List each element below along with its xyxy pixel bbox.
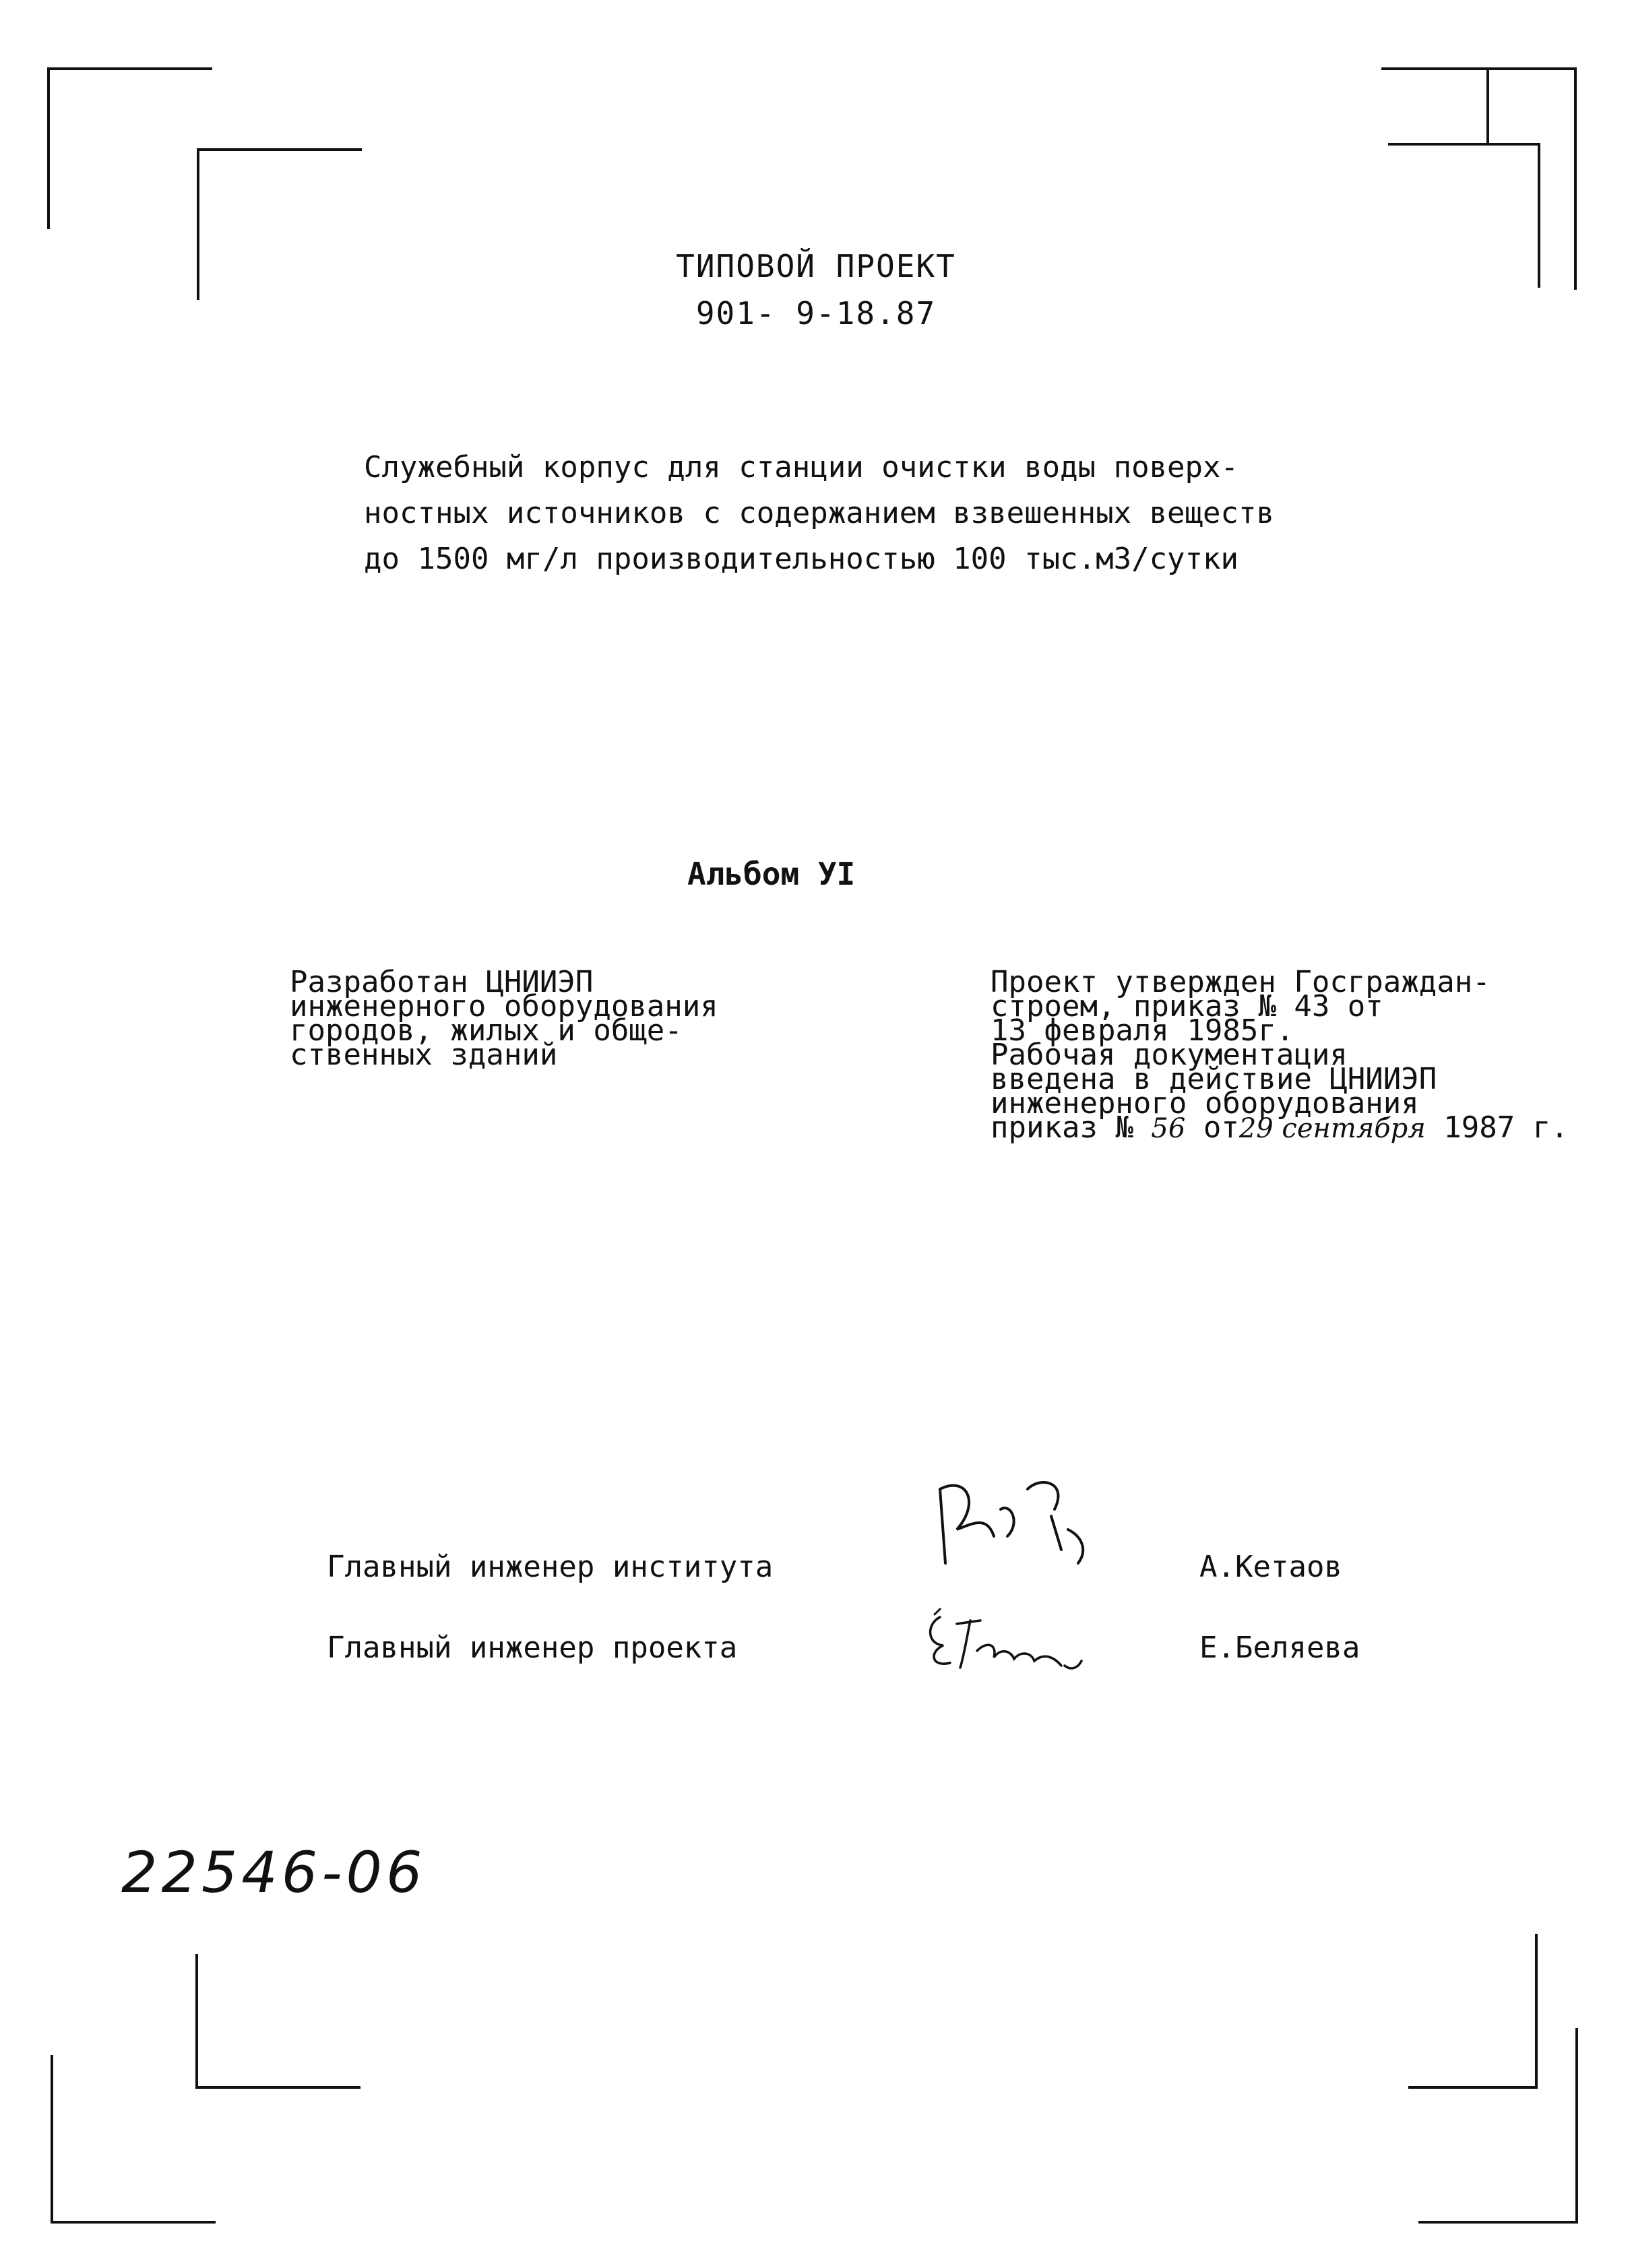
- description-line: Служебный корпус для станции очистки воды поверх-: [364, 450, 1239, 484]
- order-from-label: от: [1203, 1110, 1239, 1145]
- project-code: 901- 9-18.87: [695, 295, 937, 332]
- signer-name: А.Кетаов: [1199, 1550, 1342, 1584]
- signature-scribble-belyaeva: [920, 1604, 1108, 1678]
- approval-line: Проект утвержден Госграждан-: [991, 965, 1490, 999]
- corner-mark-top-left-outer-h: [47, 67, 212, 70]
- order-number-handwritten: 56: [1151, 1113, 1186, 1144]
- corner-mark-top-right-box-v: [1486, 67, 1489, 145]
- developer-block: [290, 965, 842, 1072]
- corner-mark-top-right-outer-h: [1381, 67, 1577, 70]
- album-label: Альбом УI: [687, 856, 856, 892]
- order-date-handwritten: 29 сентября: [1238, 1113, 1426, 1144]
- approval-line: Рабочая документация: [991, 1038, 1348, 1072]
- order-prefix: приказ №: [991, 1110, 1133, 1145]
- approval-order-line: [991, 1110, 1597, 1145]
- developer-line: городов, жилых и обще-: [290, 1013, 683, 1048]
- approval-line: строем, приказ № 43 от: [991, 989, 1383, 1023]
- description-line: до 1500 мг/л производительностью 100 тыс.м3/сутки: [364, 542, 1239, 576]
- corner-mark-bottom-left-inner-h: [195, 2086, 360, 2089]
- document-number: 22546-06: [121, 1839, 427, 1905]
- signer-role: Главный инженер института: [327, 1550, 774, 1584]
- corner-mark-top-left-outer-v: [47, 67, 50, 229]
- corner-mark-bottom-right-inner-h: [1408, 2086, 1538, 2089]
- developer-line: инженерного оборудования: [290, 989, 718, 1023]
- corner-mark-top-right-inner-h: [1388, 143, 1540, 146]
- corner-mark-top-left-inner-h: [197, 148, 362, 151]
- corner-mark-bottom-left-outer-v: [51, 2055, 53, 2224]
- corner-mark-bottom-right-inner-v: [1535, 1934, 1538, 2089]
- developer-line: Разработан ЦНИИЭП: [290, 965, 594, 999]
- developer-line: ственных зданий: [290, 1038, 558, 1072]
- order-year: 1987: [1443, 1110, 1515, 1145]
- signer-role: Главный инженер проекта: [327, 1631, 738, 1665]
- approval-line: 13 февраля 1985г.: [991, 1013, 1294, 1048]
- approval-line: инженерного оборудования: [991, 1086, 1419, 1121]
- signature-row-institute: [327, 1550, 1472, 1604]
- page-title: ТИПОВОЙ ПРОЕКТ: [676, 248, 956, 284]
- signature-scribble-ketaov: [927, 1462, 1102, 1583]
- corner-mark-bottom-left-inner-v: [195, 1954, 198, 2089]
- corner-mark-bottom-left-outer-h: [51, 2221, 216, 2224]
- approval-block: [991, 965, 1597, 1145]
- signature-row-project: [327, 1631, 1472, 1684]
- order-year-suffix: г.: [1532, 1110, 1569, 1145]
- description-line: ностных источников с содержанием взвешенных веществ: [364, 496, 1275, 530]
- signer-name: Е.Беляева: [1199, 1631, 1360, 1665]
- corner-mark-bottom-right-outer-v: [1575, 2028, 1578, 2224]
- approval-line: введена в действие ЦНИИЭП: [991, 1062, 1437, 1096]
- project-description: [364, 445, 1375, 582]
- title-block: [0, 243, 1632, 337]
- corner-mark-bottom-right-outer-h: [1418, 2221, 1578, 2224]
